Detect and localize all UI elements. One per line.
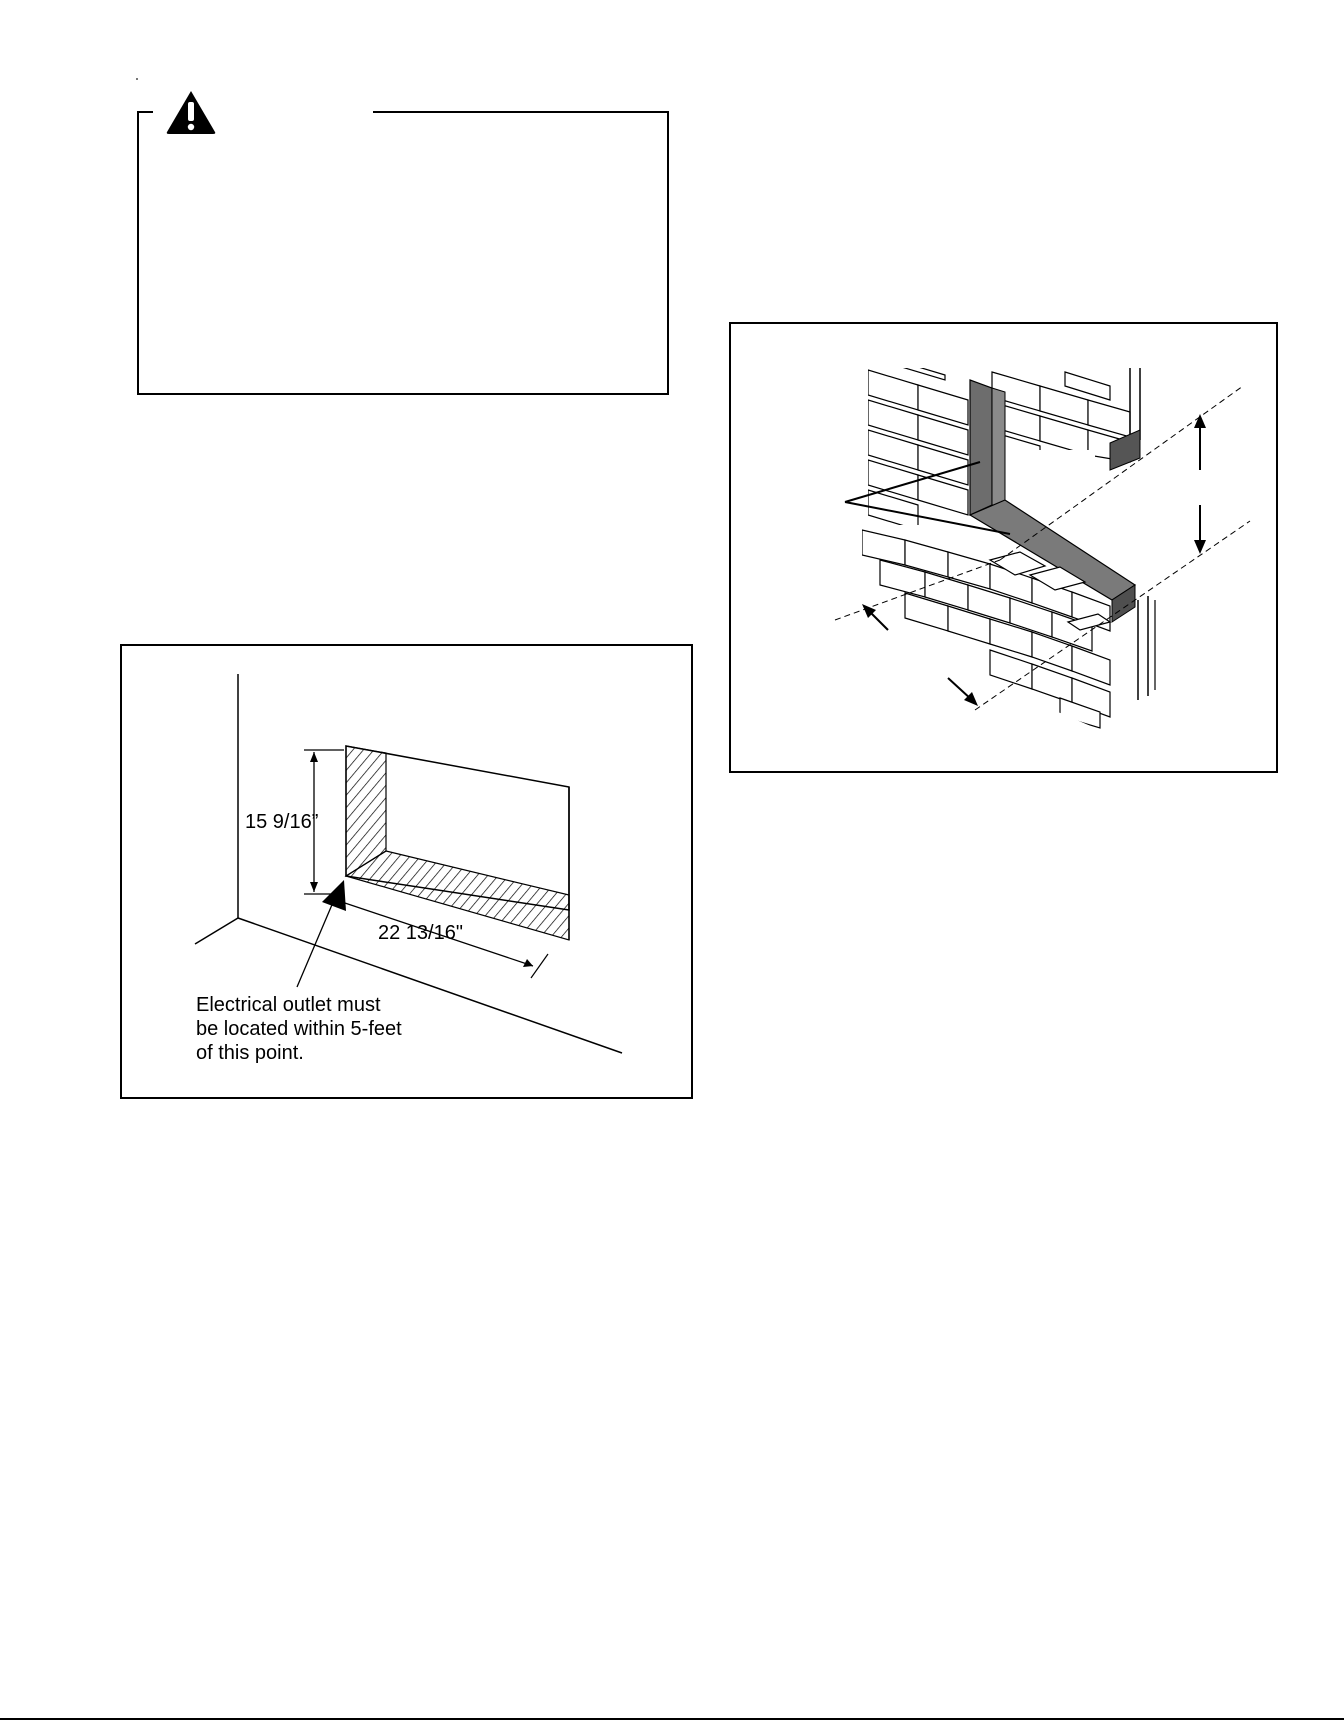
width-dimension-label: 22 13/16": [378, 922, 463, 944]
outlet-note-line-2: be located within 5-feet: [196, 1018, 402, 1040]
footer-rule: [0, 1718, 1344, 1720]
outlet-note-line-1: Electrical outlet must: [196, 994, 381, 1016]
height-dimension-label: 15 9/16”: [245, 811, 319, 833]
outlet-note-line-3: of this point.: [196, 1042, 304, 1064]
